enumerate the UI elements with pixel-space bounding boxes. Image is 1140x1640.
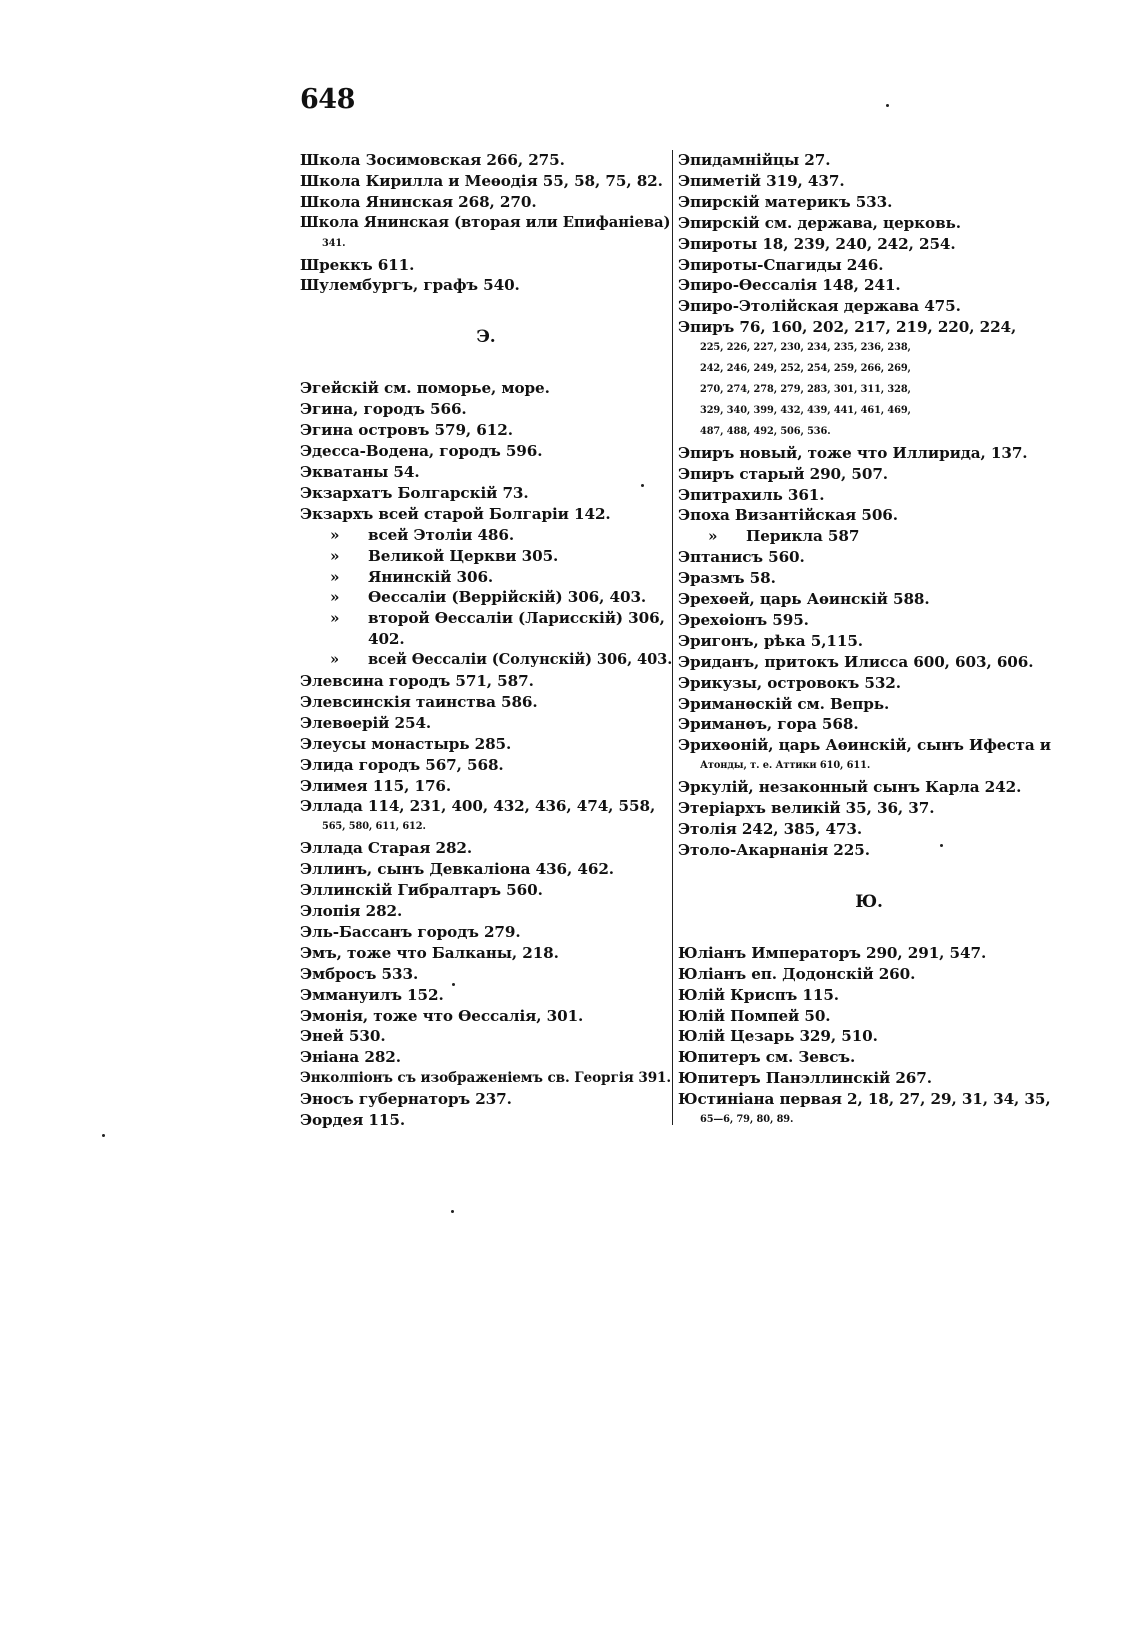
ditto-mark: » [330, 525, 340, 544]
index-subentry [300, 587, 672, 608]
index-entry-continuation [678, 338, 1060, 359]
entry-text: Юлій Криспъ 115. [678, 985, 839, 1004]
entry-text: 487, 488, 492, 506, 536. [700, 425, 831, 437]
index-entry [300, 943, 672, 964]
entry-text: 242, 246, 249, 252, 254, 259, 266, 269, [700, 363, 911, 375]
entry-text: Экзархатъ Болгарскій 73. [300, 483, 529, 502]
entry-text: всей Этоліи 486. [368, 525, 515, 544]
index-entry [678, 652, 1060, 673]
entry-text: Элеусы монастырь 285. [300, 734, 512, 753]
entry-text: 65—6, 79, 80, 89. [700, 1114, 794, 1126]
index-entry [300, 1047, 672, 1068]
index-entry [300, 441, 672, 462]
index-entry [300, 796, 672, 817]
index-entry [300, 275, 672, 296]
index-entry [678, 213, 1060, 234]
index-entry-continuation [678, 756, 1060, 777]
index-entry [300, 880, 672, 901]
index-entry [678, 234, 1060, 255]
scan-speck [452, 983, 455, 986]
entry-text: Юлій Помпей 50. [678, 1006, 831, 1025]
entry-text: Эпиръ 76, 160, 202, 217, 219, 220, 224, [678, 318, 1017, 337]
index-entry-continuation [678, 380, 1060, 401]
entry-text: Юпитеръ см. Зевсъ. [678, 1048, 856, 1067]
index-subentry [300, 650, 672, 671]
entry-text: Эпиметій 319, 437. [678, 171, 845, 190]
index-entry [678, 255, 1060, 276]
entry-text: Эркулій, незаконный сынъ Карла 242. [678, 778, 1022, 797]
scan-speck [102, 1134, 105, 1137]
index-entry [300, 483, 672, 504]
entry-text: 402. [368, 630, 405, 649]
index-entry [300, 776, 672, 797]
entry-text: Эллинскій Гибралтаръ 560. [300, 881, 543, 900]
page-number: 648 [300, 84, 355, 115]
entry-text: Этоло-Акарнанія 225. [678, 840, 870, 859]
entry-text: Школа Зосимовская 266, 275. [300, 151, 565, 169]
index-entry [678, 714, 1060, 735]
ditto-mark: » [330, 546, 340, 565]
entry-text: Эмбросъ 533. [300, 964, 419, 983]
index-entry [678, 150, 1060, 171]
entry-text: Эриданъ, притокъ Илисса 600, 603, 606. [678, 652, 1034, 671]
scan-speck [886, 104, 889, 107]
entry-text: Школа Кирилла и Меѳодія 55, 58, 75, 82. [300, 171, 663, 190]
ditto-mark: » [330, 609, 340, 628]
entry-text: 341. [322, 237, 346, 249]
index-entry [678, 840, 1060, 861]
entry-text: Атонды, т. е. Аттики 610, 611. [700, 760, 871, 772]
entry-text: Элевѳерій 254. [300, 713, 432, 732]
index-entry [300, 922, 672, 943]
entry-text: Эпидамнійцы 27. [678, 151, 831, 169]
index-entry [300, 192, 672, 213]
entry-text: Этеріархъ великій 35, 36, 37. [678, 799, 935, 818]
index-entry [678, 985, 1060, 1006]
index-entry [678, 694, 1060, 715]
entry-text: Эпитрахиль 361. [678, 485, 825, 504]
index-entry [678, 819, 1060, 840]
index-entry [300, 1006, 672, 1027]
entry-text: Этолія 242, 385, 473. [678, 820, 863, 838]
entry-text: Перикла 587 [746, 527, 860, 546]
index-entry [678, 943, 1060, 964]
ditto-mark: » [330, 651, 340, 669]
entry-text: Школа Янинская (вторая или Епифаніева) [300, 213, 671, 231]
index-subentry [300, 567, 672, 588]
index-entry-continuation [300, 234, 672, 255]
entry-text: Ѳессаліи (Веррійскій) 306, 403. [368, 588, 647, 607]
entry-text: всей Ѳессаліи (Солунскій) 306, 403. [368, 651, 673, 669]
entry-text: Эрихѳоній, царь Аѳинскій, сынъ Ифеста и [678, 736, 1051, 755]
entry-text: Юліанъ Императоръ 290, 291, 547. [678, 943, 987, 962]
index-entry [678, 798, 1060, 819]
index-entry [678, 443, 1060, 464]
index-entry [678, 735, 1060, 756]
entry-text: Элопія 282. [300, 902, 403, 920]
entry-text: 329, 340, 399, 432, 439, 441, 461, 469, [700, 404, 911, 416]
index-subentry [678, 526, 1060, 547]
entry-text: Эпиро-Этолійская держава 475. [678, 297, 961, 316]
index-entry-continuation [678, 401, 1060, 422]
index-entry [300, 713, 672, 734]
entry-text: Эпироты-Спагиды 246. [678, 255, 884, 274]
entry-text: Шулембургъ, графъ 540. [300, 276, 520, 295]
entry-text: 270, 274, 278, 279, 283, 301, 311, 328, [700, 383, 911, 395]
index-entry [300, 755, 672, 776]
entry-text: второй Ѳессаліи (Ларисскій) 306, [368, 609, 665, 628]
index-entry [678, 192, 1060, 213]
entry-text: Элевсинскія таинства 586. [300, 692, 538, 711]
entry-text: Эордея 115. [300, 1111, 406, 1130]
index-entry [300, 1110, 672, 1131]
index-entry [300, 692, 672, 713]
index-entry [300, 213, 672, 234]
entry-text: Эмонія, тоже что Ѳессалія, 301. [300, 1006, 584, 1025]
index-entry-continuation [678, 1110, 1060, 1131]
entry-text: Шреккъ 611. [300, 255, 415, 274]
index-entry [678, 464, 1060, 485]
index-entry [300, 150, 672, 171]
entry-text: Эриманѳъ, гора 568. [678, 715, 859, 734]
entry-text: Эригонъ, рѣка 5,115. [678, 631, 863, 650]
entry-text: Эгина, городъ 566. [300, 400, 467, 419]
index-entry [678, 1047, 1060, 1068]
index-entry [300, 378, 672, 399]
index-entry [300, 399, 672, 420]
entry-text: Школа Янинская 268, 270. [300, 192, 537, 211]
index-entry [300, 985, 672, 1006]
entry-text: Эллада Старая 282. [300, 839, 473, 858]
entry-text: Юпитеръ Панэллинскій 267. [678, 1069, 932, 1088]
entry-text: Энколпіонъ съ изображеніемъ св. Георгія 391. [300, 1070, 672, 1087]
entry-text: Эносъ губернаторъ 237. [300, 1090, 512, 1109]
left-letter-header: Э. [476, 327, 496, 348]
entry-text: Элимея 115, 176. [300, 776, 452, 795]
index-entry [300, 420, 672, 441]
index-entry [300, 838, 672, 859]
entry-text: Эль-Бассанъ городъ 279. [300, 922, 521, 941]
entry-text: 565, 580, 611, 612. [322, 821, 426, 833]
entry-text: Эпироты 18, 239, 240, 242, 254. [678, 234, 956, 253]
index-entry [678, 610, 1060, 631]
entry-text: Эмъ, тоже что Балканы, 218. [300, 943, 559, 962]
entry-text: Эгина островъ 579, 612. [300, 421, 513, 440]
index-entry [300, 671, 672, 692]
index-entry [678, 777, 1060, 798]
index-entry [678, 589, 1060, 610]
index-entry-continuation [678, 422, 1060, 443]
entry-text: Эней 530. [300, 1027, 386, 1046]
index-entry [678, 505, 1060, 526]
entry-text: Эпирскій материкъ 533. [678, 192, 893, 211]
entry-text: Элида городъ 567, 568. [300, 755, 504, 774]
entry-text: Эпоха Византійская 506. [678, 506, 898, 525]
index-entry [300, 734, 672, 755]
index-entry [678, 275, 1060, 296]
right-letter-header: Ю. [855, 891, 883, 912]
entry-text: Янинскій 306. [368, 567, 494, 586]
scan-speck [641, 484, 644, 487]
entry-text: Эразмъ 58. [678, 569, 776, 588]
scan-speck [451, 1210, 454, 1213]
entry-text: Эпирскій см. держава, церковь. [678, 213, 961, 232]
entry-text: Экзархъ всей старой Болгаріи 142. [300, 504, 611, 523]
ditto-mark: » [330, 567, 340, 586]
column-divider [672, 150, 673, 1125]
index-entry [678, 171, 1060, 192]
entry-text: Эдесса-Водена, городъ 596. [300, 442, 543, 461]
index-entry [678, 485, 1060, 506]
index-entry [300, 171, 672, 192]
index-entry [678, 673, 1060, 694]
index-subentry [300, 546, 672, 567]
index-entry [300, 504, 672, 525]
index-entry [300, 1068, 672, 1089]
index-entry [300, 1089, 672, 1110]
entry-text: Элевсина городъ 571, 587. [300, 672, 534, 691]
entry-text: Эллинъ, сынъ Девкаліона 436, 462. [300, 860, 614, 879]
index-entry [678, 547, 1060, 568]
index-entry [678, 964, 1060, 985]
entry-text: Эллада 114, 231, 400, 432, 436, 474, 558, [300, 797, 656, 816]
index-entry [678, 1089, 1060, 1110]
scan-speck [940, 844, 943, 847]
index-entry [300, 1026, 672, 1047]
index-entry [300, 859, 672, 880]
entry-text: Эгейскій см. поморье, море. [300, 379, 550, 398]
entry-text: Юліанъ еп. Додонскій 260. [678, 964, 916, 983]
index-entry [300, 901, 672, 922]
index-subentry [300, 525, 672, 546]
ditto-mark: » [708, 527, 718, 546]
entry-text: Экватаны 54. [300, 462, 420, 481]
index-subentry [300, 629, 672, 650]
ditto-mark: » [330, 588, 340, 607]
index-entry [300, 964, 672, 985]
entry-text: Эніана 282. [300, 1048, 401, 1067]
entry-text: 225, 226, 227, 230, 234, 235, 236, 238, [700, 342, 911, 354]
index-entry [300, 255, 672, 276]
index-entry [678, 1006, 1060, 1027]
index-entry [678, 568, 1060, 589]
index-entry-continuation [678, 359, 1060, 380]
index-column-left [300, 150, 672, 1131]
index-entry [678, 1026, 1060, 1047]
entry-text: Эрехѳіонъ 595. [678, 610, 809, 629]
entry-text: Юлій Цезарь 329, 510. [678, 1027, 878, 1046]
entry-text: Эпиро-Ѳессалія 148, 241. [678, 276, 901, 295]
index-entry [678, 631, 1060, 652]
entry-text: Эрикузы, островокъ 532. [678, 673, 901, 692]
index-entry [678, 1068, 1060, 1089]
entry-text: Эммануилъ 152. [300, 985, 444, 1004]
index-entry-continuation [300, 817, 672, 838]
index-entry [678, 296, 1060, 317]
entry-text: Эриманѳскій см. Вепрь. [678, 694, 890, 713]
index-entry [678, 317, 1060, 338]
entry-text: Юстиніана первая 2, 18, 27, 29, 31, 34, 35, [678, 1090, 1051, 1109]
entry-text: Великой Церкви 305. [368, 546, 559, 565]
entry-text: Эпиръ новый, тоже что Иллирида, 137. [678, 443, 1028, 462]
index-column-right [678, 150, 1060, 1131]
entry-text: Эптанисъ 560. [678, 548, 805, 567]
index-subentry [300, 608, 672, 629]
entry-text: Эпиръ старый 290, 507. [678, 464, 888, 483]
index-entry [300, 462, 672, 483]
entry-text: Эрехѳей, царь Аѳинскій 588. [678, 590, 930, 609]
